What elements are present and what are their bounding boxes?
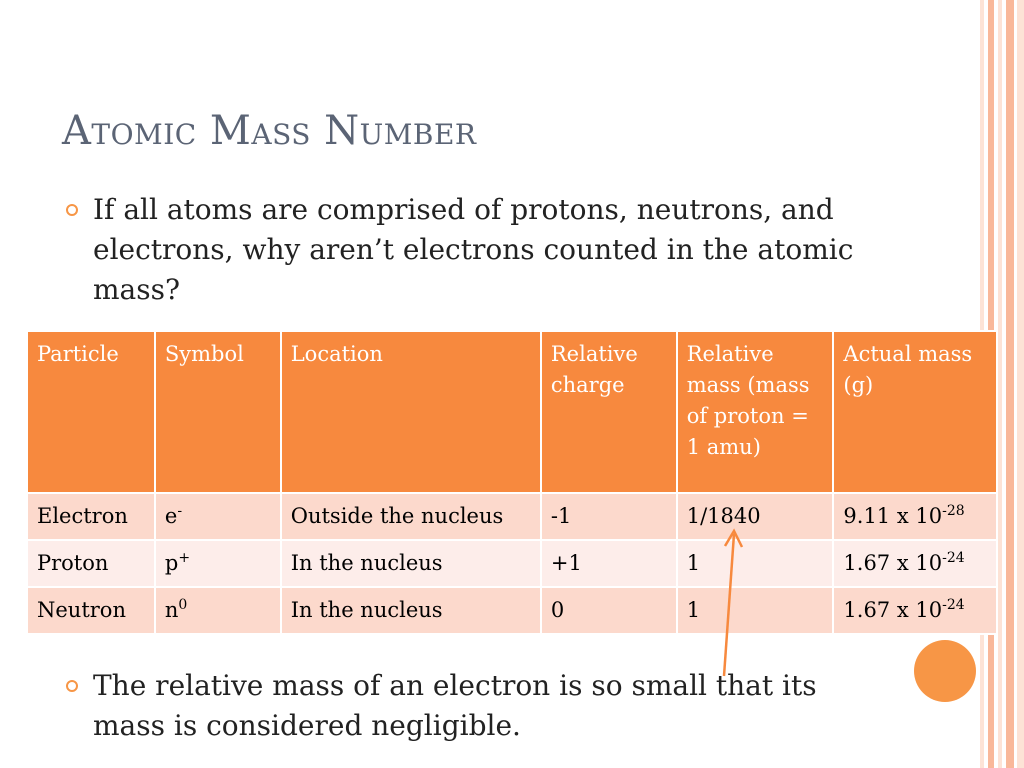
cell-charge: +1 [541,540,677,587]
cell-charge: 0 [541,587,677,634]
cell-location: In the nucleus [281,587,541,634]
cell-location: Outside the nucleus [281,493,541,540]
header-actual-mass: Actual mass (g) [833,331,997,493]
decor-circle [914,640,976,702]
arrow-shaft [724,534,734,676]
cell-actual-mass: 1.67 x $10^{-24}$ [833,540,997,587]
header-relative-mass: Relative mass (mass of proton = 1 amu) [677,331,834,493]
bullet-ring-icon [66,680,78,692]
cell-symbol: e- [155,493,281,540]
slide-title: Atomic Mass Number [62,108,477,154]
cell-relative-mass: 1/1840 [677,493,834,540]
cell-symbol: $n^0$ [155,587,281,634]
bullet-answer-text: The relative mass of an electron is so small that its mass is considered negligible. [93,669,817,742]
cell-particle: Neutron [27,587,155,634]
cell-symbol: p+ [155,540,281,587]
cell-charge: -1 [541,493,677,540]
header-particle: Particle [27,331,155,493]
cell-relative-mass: 1 [677,540,834,587]
header-symbol: Symbol [155,331,281,493]
bullet-question-text: If all atoms are comprised of protons, neutrons, and electrons, why aren’t electrons counted in the atomic mass? [93,193,854,306]
cell-particle: Proton [27,540,155,587]
header-relative-charge: Relative charge [541,331,677,493]
cell-actual-mass: 9.11 x $10^{-28}$ [833,493,997,540]
cell-actual-mass: 1.67 x $10^{-24}$ [833,587,997,634]
cell-relative-mass: 1 [677,587,834,634]
cell-particle: Electron [27,493,155,540]
header-location: Location [281,331,541,493]
cell-location: In the nucleus [281,540,541,587]
